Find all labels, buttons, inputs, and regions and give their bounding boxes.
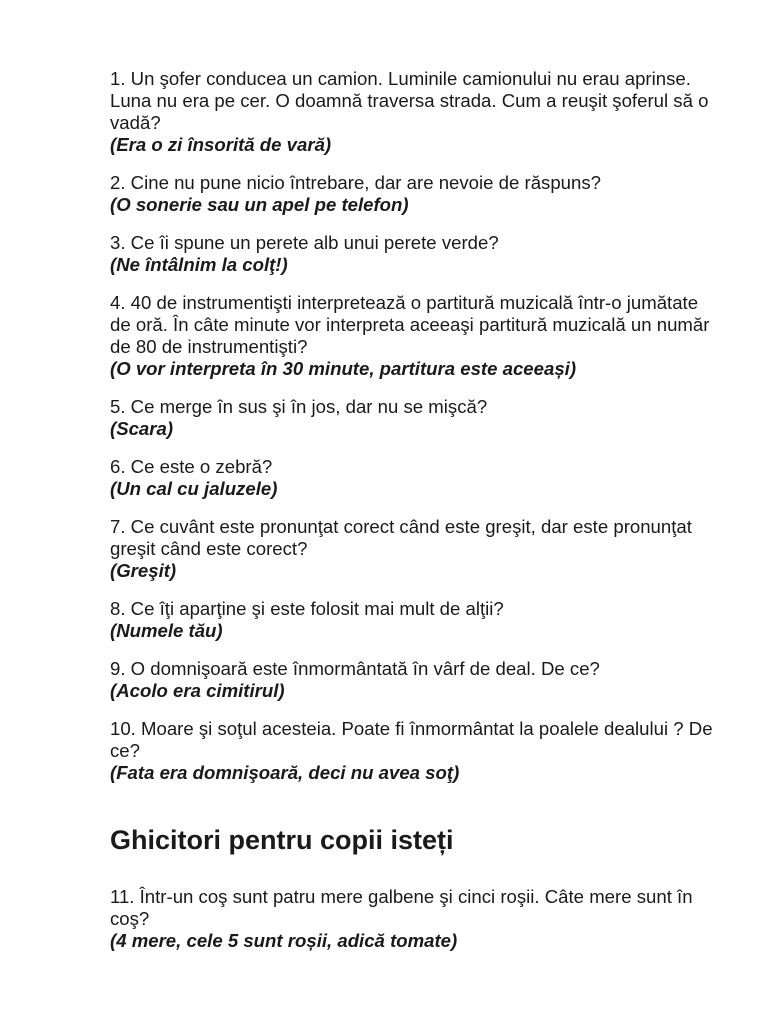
riddle-question: 3. Ce îi spune un perete alb unui perete verde? [110,232,499,253]
riddle-question: 7. Ce cuvânt este pronunţat corect când este greşit, dar este pronunţat greşit când este corect? [110,516,692,559]
riddle-list-part2 [110,886,720,952]
riddle-answer: (Acolo era cimitirul) [110,680,285,701]
riddle-item [110,232,720,276]
document-page [110,68,720,968]
riddle-answer: (O vor interpreta în 30 minute, partitura este aceeași) [110,358,577,379]
riddle-answer: (Scara) [110,418,174,439]
riddle-question: 11. Într-un coş sunt patru mere galbene şi cinci roşii. Câte mere sunt în coş? [110,886,693,929]
riddle-item [110,456,720,500]
riddle-item [110,396,720,440]
riddle-answer: (Fata era domnişoară, deci nu avea soţ) [110,762,460,783]
riddle-answer: (Un cal cu jaluzele) [110,478,278,499]
riddle-question: 2. Cine nu pune nicio întrebare, dar are nevoie de răspuns? [110,172,601,193]
riddle-answer: (4 mere, cele 5 sunt roșii, adică tomate) [110,930,458,951]
section-heading: Ghicitori pentru copii isteți [110,825,454,855]
riddle-answer: (Ne întâlnim la colţ!) [110,254,288,275]
riddle-item [110,718,720,784]
riddle-question: 4. 40 de instrumentişti interpretează o partitură muzicală într-o jumătate de oră. În câte minute vor interpreta aceeaşi partitură muzicală un număr de 80 de instrumentişti? [110,292,710,357]
riddle-question: 8. Ce îţi aparţine şi este folosit mai mult de alţii? [110,598,504,619]
riddle-question: 5. Ce merge în sus şi în jos, dar nu se mişcă? [110,396,488,417]
riddle-item [110,292,720,380]
riddle-item [110,68,720,156]
riddle-question: 6. Ce este o zebră? [110,456,273,477]
riddle-answer: (Era o zi însorită de vară) [110,134,332,155]
riddle-item [110,516,720,582]
riddle-answer: (Numele tău) [110,620,223,641]
riddle-question: 9. O domnişoară este înmormântată în vârf de deal. De ce? [110,658,600,679]
riddle-item [110,598,720,642]
riddle-answer: (Greşit) [110,560,177,581]
riddle-item [110,886,720,952]
riddle-question: 10. Moare şi soţul acesteia. Poate fi înmormântat la poalele dealului ? De ce? [110,718,713,761]
riddle-list-part1 [110,68,720,784]
riddle-question: 1. Un şofer conducea un camion. Luminile camionului nu erau aprinse. Luna nu era pe cer. O doamnă traversa strada. Cum a reuşit şoferul să o vadă? [110,68,709,133]
riddle-item [110,172,720,216]
riddle-item [110,658,720,702]
riddle-answer: (O sonerie sau un apel pe telefon) [110,194,409,215]
